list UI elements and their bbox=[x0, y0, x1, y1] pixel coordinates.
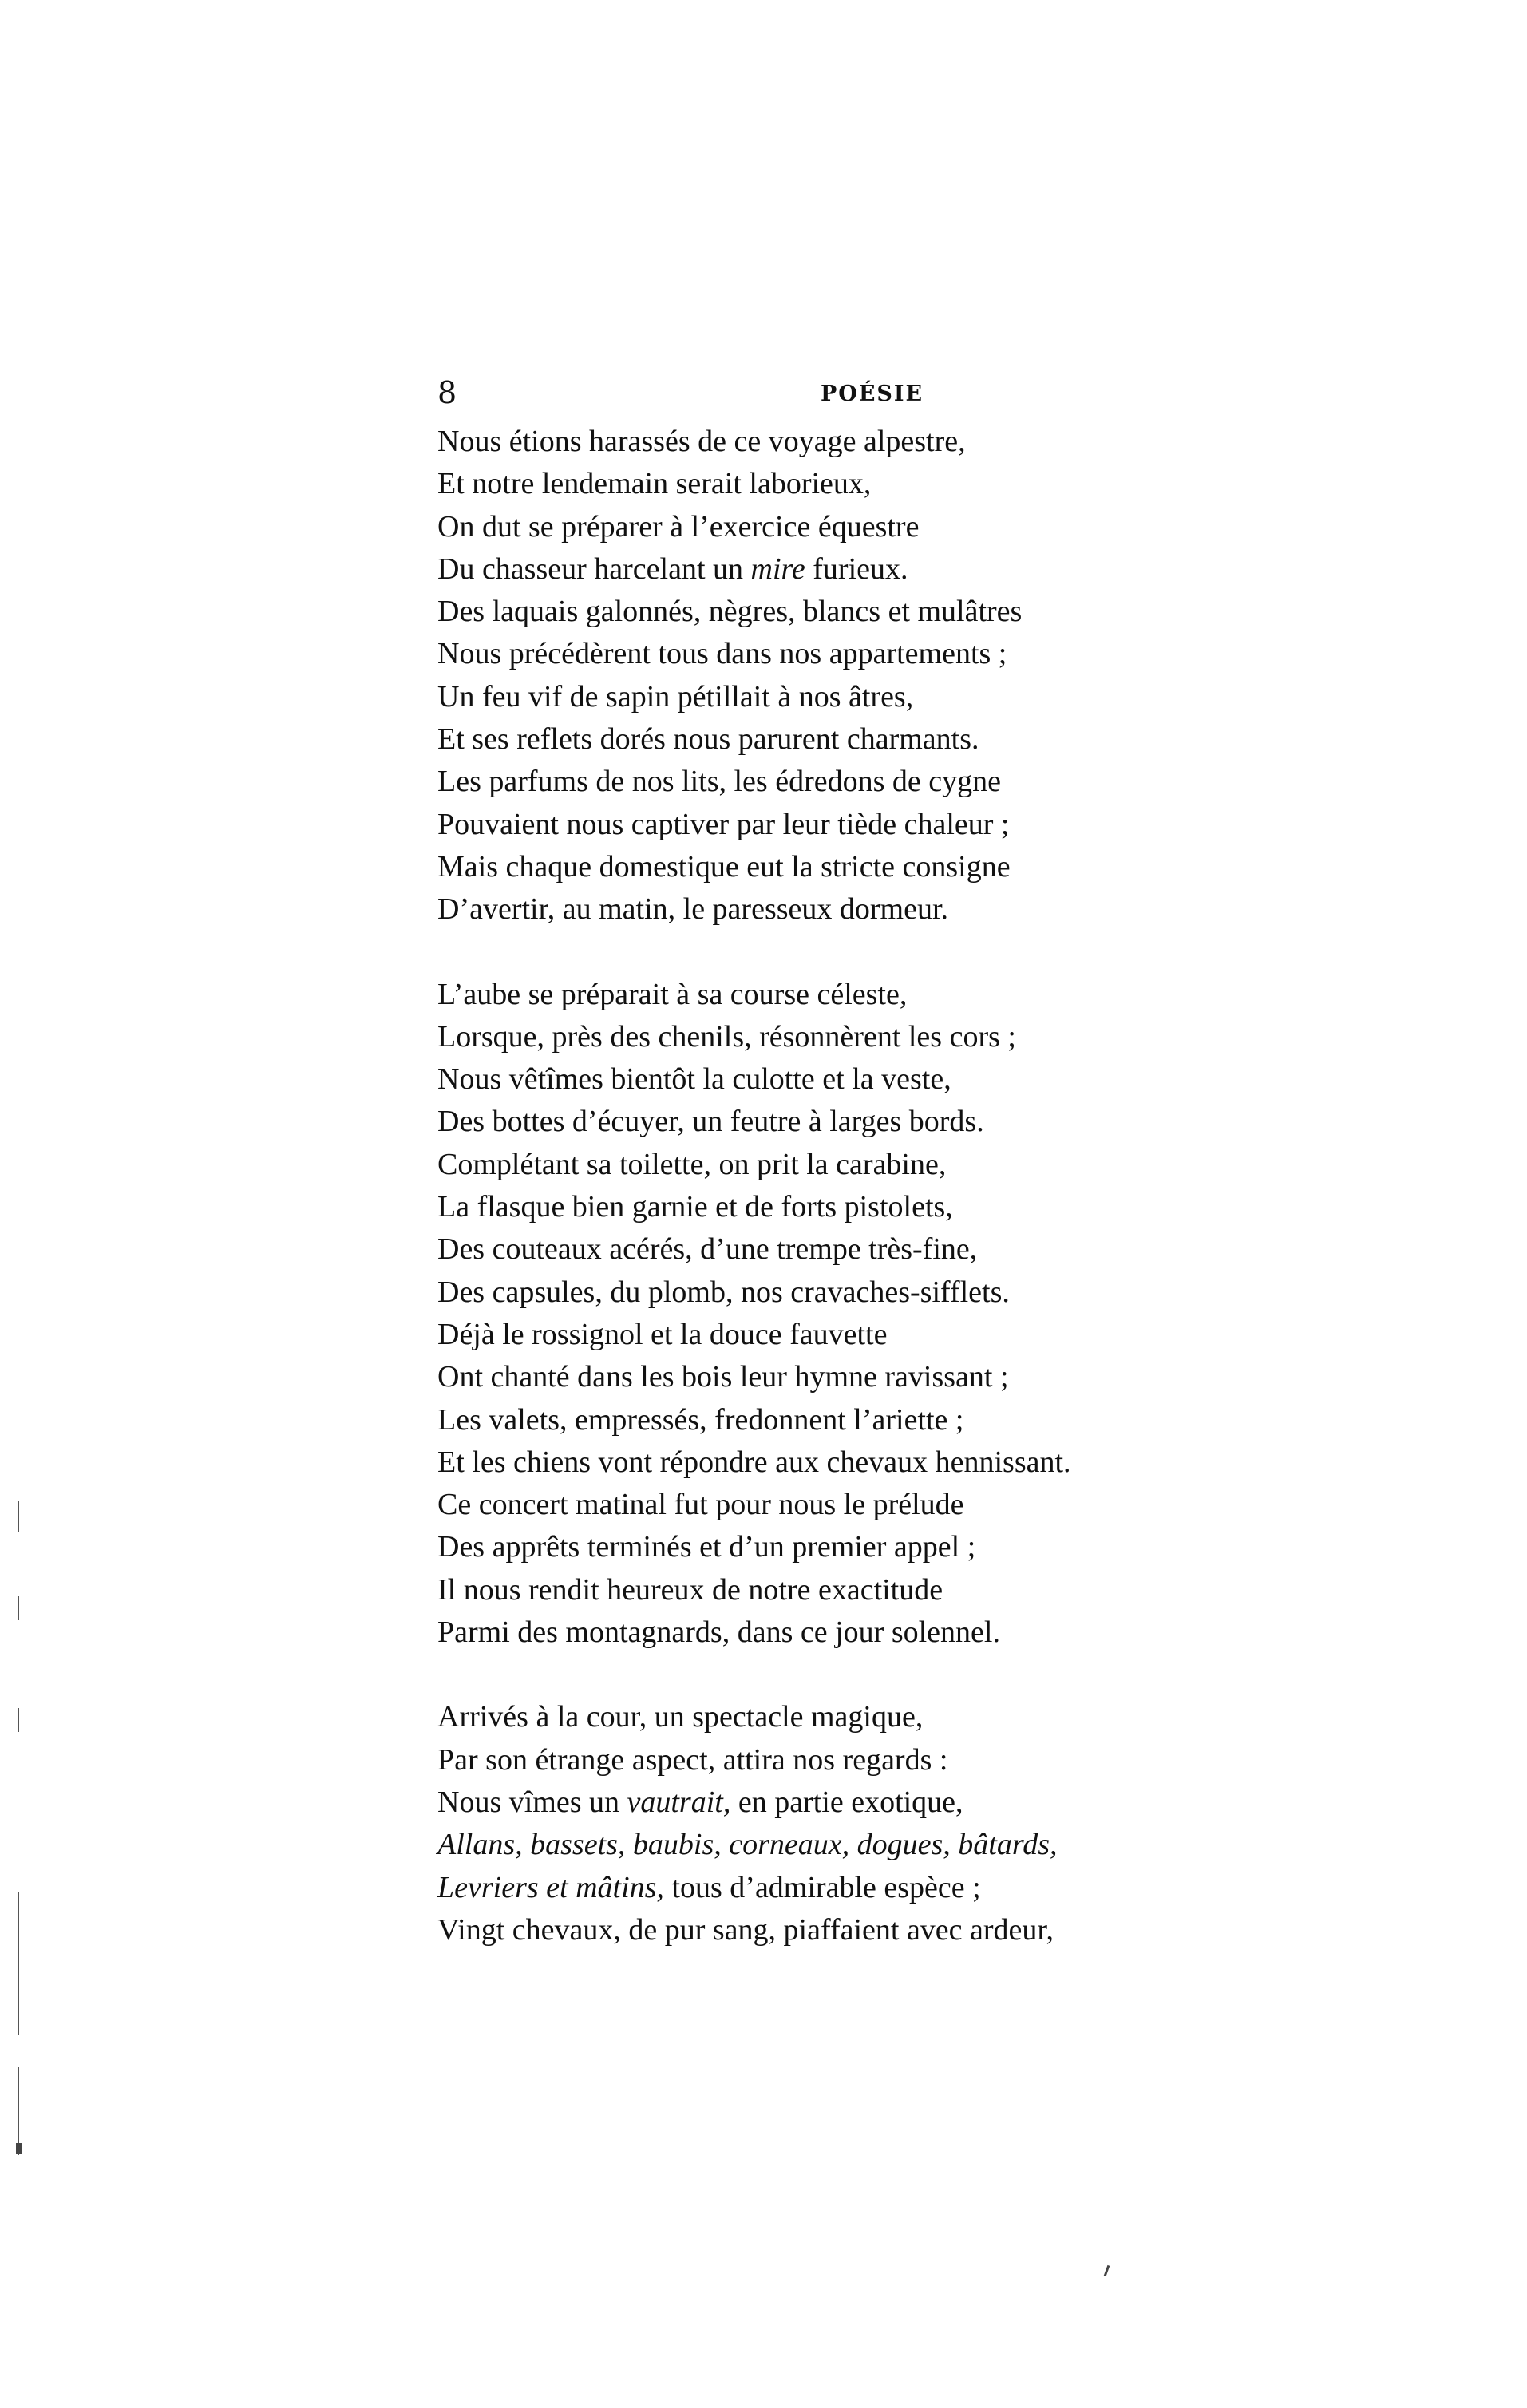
verse-line bbox=[437, 1144, 1236, 1186]
running-title: POÉSIE bbox=[821, 382, 924, 406]
verse-line bbox=[437, 804, 1236, 846]
text-segment: Déjà le rossignol et la douce fauvette bbox=[437, 1317, 888, 1351]
text-segment: La flasque bien garnie et de forts pistolets, bbox=[437, 1190, 953, 1224]
text-segment: Les parfums de nos lits, les édredons de cygne bbox=[437, 765, 1001, 799]
text-segment: Et ses reflets dorés nous parurent charmants. bbox=[437, 722, 979, 757]
scan-speck bbox=[1104, 2265, 1110, 2276]
verse-line bbox=[437, 1058, 1236, 1101]
stanza bbox=[437, 974, 1236, 1655]
verse-line bbox=[437, 676, 1236, 718]
text-segment: Des capsules, du plomb, nos cravaches-sifflets. bbox=[437, 1275, 1010, 1309]
verse-line bbox=[437, 1016, 1236, 1058]
page-header bbox=[437, 369, 1196, 417]
scan-margin-mark bbox=[18, 1596, 19, 1620]
text-segment: Arrivés à la cour, un spectacle magique, bbox=[437, 1700, 924, 1734]
poem-body bbox=[437, 421, 1236, 1951]
text-segment: Il nous rendit heureux de notre exactitude bbox=[437, 1572, 943, 1607]
text-segment: D’avertir, au matin, le paresseux dormeur. bbox=[437, 892, 949, 927]
verse-line bbox=[437, 421, 1236, 463]
text-segment: Nous étions harassés de ce voyage alpestre, bbox=[437, 425, 966, 458]
text-segment: Parmi des montagnards, dans ce jour solennel. bbox=[437, 1615, 1000, 1650]
text-segment: Nous précédèrent tous dans nos appartements ; bbox=[437, 637, 1007, 671]
verse-line bbox=[437, 1228, 1236, 1271]
verse-line bbox=[437, 761, 1236, 803]
scan-margin-mark bbox=[18, 1892, 19, 2035]
text-segment: Vingt chevaux, de pur sang, piaffaient avec ardeur, bbox=[437, 1912, 1054, 1947]
scan-margin-mark bbox=[18, 1708, 19, 1732]
stanza bbox=[437, 421, 1236, 931]
stanza bbox=[437, 1696, 1236, 1951]
scan-margin-mark bbox=[18, 2067, 19, 2155]
text-segment: Par son étrange aspect, attira nos regards : bbox=[437, 1742, 948, 1777]
italic-segment: Allans, bassets, baubis, corneaux, dogues, bâtards, bbox=[437, 1828, 1058, 1862]
verse-line bbox=[437, 1739, 1236, 1781]
verse-line bbox=[437, 1867, 1236, 1909]
text-segment: Des couteaux acérés, d’une trempe très-fine, bbox=[437, 1232, 978, 1267]
text-segment: Et notre lendemain serait laborieux, bbox=[437, 467, 872, 501]
verse-line bbox=[437, 1569, 1236, 1611]
text-segment: Nous vêtîmes bientôt la culotte et la veste, bbox=[437, 1062, 951, 1097]
text-segment: Ce concert matinal fut pour nous le prélude bbox=[437, 1488, 964, 1522]
page-number: 8 bbox=[437, 375, 457, 410]
text-segment: Des apprêts terminés et d’un premier appel ; bbox=[437, 1530, 976, 1564]
text-segment: Et les chiens vont répondre aux chevaux hennissant. bbox=[437, 1445, 1071, 1479]
scan-margin-mark bbox=[18, 1501, 19, 1532]
verse-line bbox=[437, 506, 1236, 548]
verse-line bbox=[437, 633, 1236, 675]
verse-line bbox=[437, 591, 1236, 633]
text-segment: Des laquais galonnés, nègres, blancs et mulâtres bbox=[437, 595, 1023, 629]
verse-line bbox=[437, 548, 1236, 591]
verse-line bbox=[437, 1186, 1236, 1228]
verse-line bbox=[437, 974, 1236, 1016]
verse-line bbox=[437, 1824, 1236, 1866]
verse-line bbox=[437, 1909, 1236, 1951]
verse-line bbox=[437, 1101, 1236, 1143]
italic-segment: Levriers et mâtins, bbox=[437, 1870, 664, 1904]
text-segment: Nous vîmes un bbox=[437, 1785, 627, 1819]
verse-line bbox=[437, 888, 1236, 931]
verse-line bbox=[437, 718, 1236, 761]
verse-line bbox=[437, 1781, 1236, 1824]
verse-line bbox=[437, 1314, 1236, 1356]
text-segment: Un feu vif de sapin pétillait à nos âtres, bbox=[437, 679, 914, 714]
text-segment: Complétant sa toilette, on prit la carabine, bbox=[437, 1147, 947, 1181]
verse-line bbox=[437, 1611, 1236, 1654]
text-segment: Des bottes d’écuyer, un feutre à larges bords. bbox=[437, 1105, 984, 1139]
verse-line bbox=[437, 1441, 1236, 1484]
text-segment: On dut se préparer à l’exercice équestre bbox=[437, 509, 920, 544]
verse-line bbox=[437, 1484, 1236, 1526]
verse-line bbox=[437, 1356, 1236, 1398]
text-segment: furieux. bbox=[805, 552, 908, 586]
verse-line bbox=[437, 846, 1236, 888]
text-segment: Ont chanté dans les bois leur hymne ravissant ; bbox=[437, 1360, 1009, 1394]
text-segment: L’aube se préparait à sa course céleste, bbox=[437, 977, 908, 1011]
italic-segment: mire bbox=[750, 552, 805, 586]
verse-line bbox=[437, 1399, 1236, 1441]
verse-line bbox=[437, 1271, 1236, 1314]
text-segment: Du chasseur harcelant un bbox=[437, 552, 751, 586]
text-segment: Lorsque, près des chenils, résonnèrent les cors ; bbox=[437, 1019, 1016, 1054]
italic-segment: vautrait, bbox=[627, 1785, 731, 1819]
text-segment: tous d’admirable espèce ; bbox=[663, 1870, 981, 1904]
verse-line bbox=[437, 1696, 1236, 1738]
text-segment: Les valets, empressés, fredonnent l’ariette ; bbox=[437, 1402, 964, 1437]
text-segment: Mais chaque domestique eut la stricte consigne bbox=[437, 849, 1011, 884]
text-segment: Pouvaient nous captiver par leur tiède chaleur ; bbox=[437, 807, 1010, 841]
scan-speck bbox=[16, 2143, 22, 2154]
text-segment: en partie exotique, bbox=[730, 1785, 963, 1819]
verse-line bbox=[437, 1526, 1236, 1568]
verse-line bbox=[437, 463, 1236, 505]
